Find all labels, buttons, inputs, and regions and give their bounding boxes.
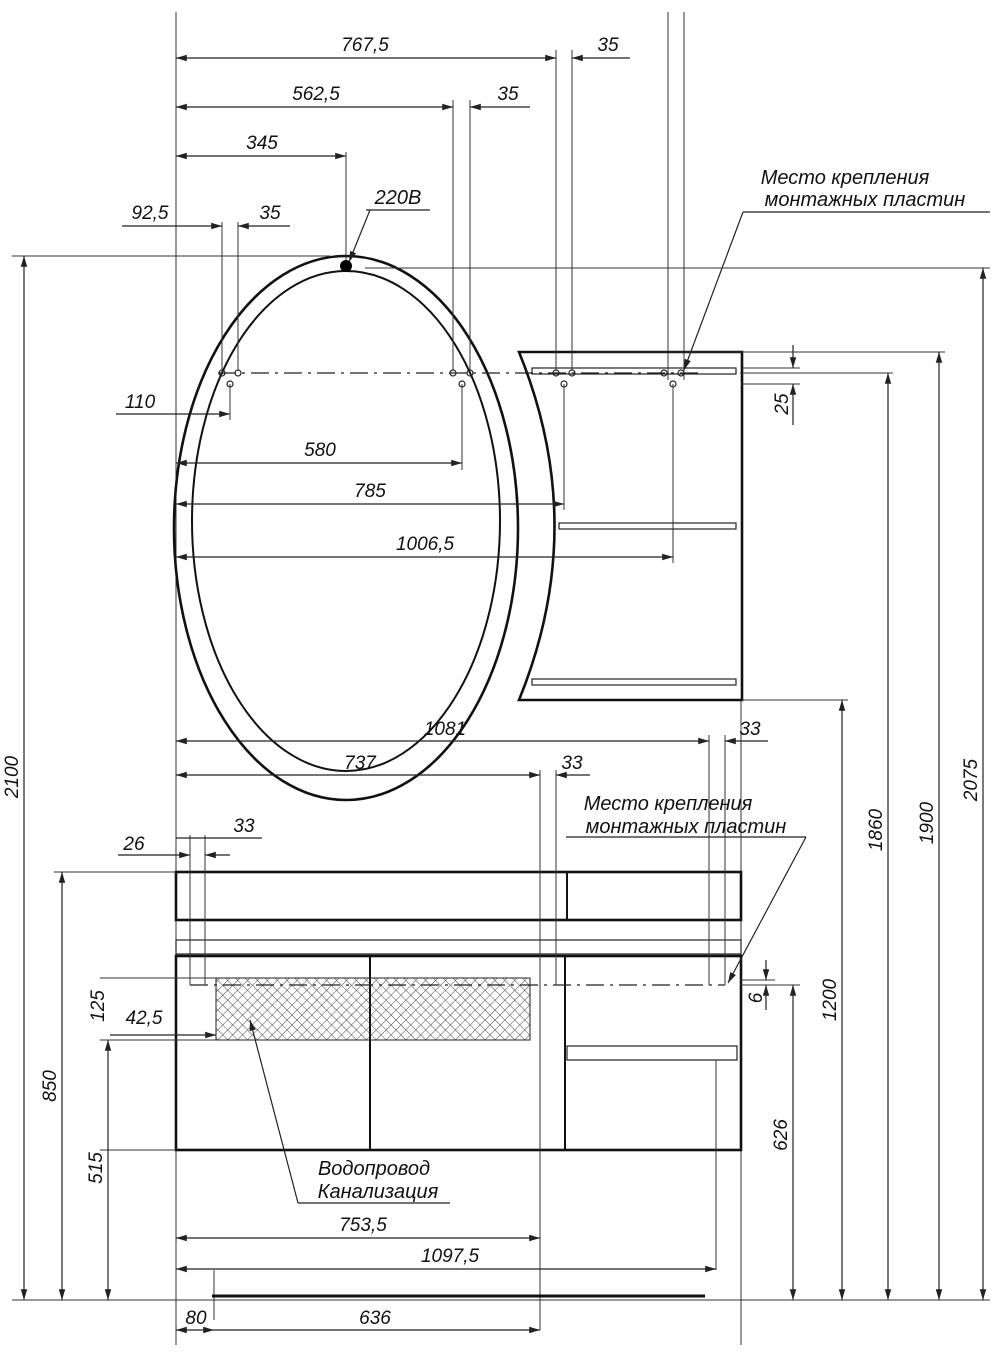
dim-636: 636 — [359, 1308, 391, 1329]
dim-35: 35 — [497, 84, 519, 105]
height-1200: 1200 — [820, 978, 841, 1022]
height-dimension-text — [2, 755, 982, 1183]
dim-33: 33 — [233, 816, 255, 837]
dim-33: 33 — [739, 719, 761, 740]
power-label: 220В — [374, 187, 422, 209]
pipe-zone — [216, 978, 530, 1040]
dim-767: 767,5 — [341, 35, 389, 56]
dim-110: 110 — [124, 392, 156, 413]
dim-737: 737 — [344, 753, 376, 774]
pipes-label-water: Водопровод — [317, 1158, 431, 1180]
dim-80: 80 — [185, 1308, 207, 1329]
height-515: 515 — [86, 1152, 107, 1184]
dim-1081: 1081 — [423, 719, 467, 740]
dim-35: 35 — [259, 203, 281, 224]
height-2075: 2075 — [961, 758, 982, 802]
height-626: 626 — [771, 1119, 792, 1151]
mirror-dimension-text — [125, 35, 965, 555]
dim-753: 753,5 — [339, 1215, 387, 1236]
pipes-label-sewer: Канализация — [317, 1181, 439, 1203]
dim-1006: 1006,5 — [395, 534, 455, 555]
height-1900: 1900 — [917, 801, 938, 845]
dim-6: 6 — [746, 992, 767, 1004]
dim-33: 33 — [561, 753, 583, 774]
power-point — [340, 260, 352, 272]
dim-35: 35 — [597, 35, 619, 56]
height-1860: 1860 — [866, 808, 887, 852]
dim-785: 785 — [354, 481, 386, 502]
height-2100: 2100 — [2, 755, 23, 799]
mount-label-bottom: монтажных пластин — [764, 189, 966, 211]
dim-125: 125 — [88, 990, 109, 1022]
dim-345: 345 — [246, 133, 278, 154]
mount-label-top: Место крепления — [760, 167, 930, 189]
dim-580: 580 — [304, 440, 336, 461]
mount-label-top: Место крепления — [583, 793, 753, 815]
mount-label-bottom: монтажных пластин — [585, 816, 787, 838]
dim-562: 562,5 — [292, 84, 340, 105]
dim-92: 92,5 — [131, 203, 169, 224]
shelf-unit — [519, 352, 742, 700]
dim-25: 25 — [772, 393, 793, 415]
dim-42: 42,5 — [125, 1008, 163, 1029]
dim-26: 26 — [123, 834, 145, 855]
height-850: 850 — [40, 1070, 61, 1102]
dim-1097: 1097,5 — [420, 1246, 480, 1267]
